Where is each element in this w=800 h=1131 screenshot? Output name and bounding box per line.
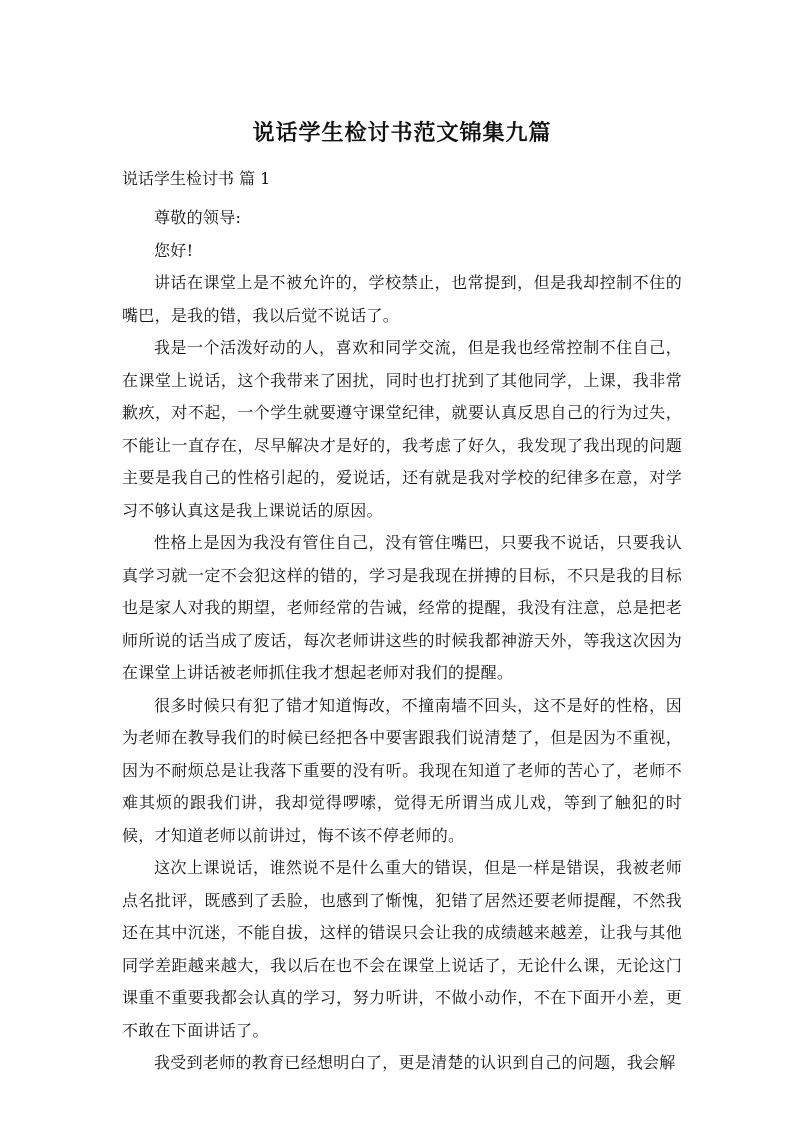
body-paragraph: 我受到老师的教育已经想明白了，更是清楚的认识到自己的问题，我会解 bbox=[154, 1053, 676, 1072]
body-paragraph: 讲话在课堂上是不被允许的，学校禁止，也常提到，但是我却控制不住的嘴巴，是我的错，我以后觉不说话了。 bbox=[122, 273, 682, 325]
body-paragraph: 这次上课说话，谁然说不是什么重大的错误，但是一样是错误，我被老师点名批评，既感到了丢脸，也感到了惭愧，犯错了居然还要老师提醒，不然我还在其中沉迷，不能自拔，这样的错误只会让我的成绩越来越差，让我与其他同学差距越来越大，我以后在也不会在课堂上说话了，无论什么课，无论这门课重不重要我都会认真的学习，努力听讲，不做小动作，不在下面开小差，更不敢在下面讲话了。 bbox=[122, 858, 682, 1040]
salutation: 尊敬的领导: bbox=[154, 208, 242, 227]
body-paragraph: 我是一个活泼好动的人，喜欢和同学交流，但是我也经常控制不住自己，在课堂上说话，这个我带来了困扰，同时也打扰到了其他同学，上课，我非常歉疚，对不起，一个学生就要遵守课堂纪律，就要认真反思自己的行为过失，不能让一直存在，尽早解决才是好的，我考虑了好久，我发现了我出现的问题主要是我自己的性格引起的，爱说话，还有就是我对学校的纪律多在意，对学习不够认真这是我上课说话的原因。 bbox=[122, 338, 682, 520]
document-body bbox=[122, 202, 682, 1080]
body-paragraph: 性格上是因为我没有管住自己，没有管住嘴巴，只要我不说话，只要我认真学习就一定不会犯这样的错的，学习是我现在拼搏的目标，不只是我的目标也是家人对我的期望，老师经常的告诫，经常的提醒，我没有注意，总是把老师所说的话当成了废话，每次老师讲这些的时候我都神游天外，等我这次因为在课堂上讲话被老师抓住我才想起老师对我们的提醒。 bbox=[122, 533, 682, 682]
document-title: 说话学生检讨书范文锦集九篇 bbox=[252, 121, 552, 146]
greeting: 您好! bbox=[154, 240, 194, 260]
section-heading: 说话学生检讨书 篇 1 bbox=[122, 169, 271, 188]
body-paragraph: 很多时候只有犯了错才知道悔改，不撞南墙不回头，这不是好的性格，因为老师在教导我们的时候已经把各中要害跟我们说清楚了，但是因为不重视，因为不耐烦总是让我落下重要的没有听。我现在知道了老师的苦心了，老师不难其烦的跟我们讲，我却觉得啰嗦，觉得无所谓当成儿戏，等到了触犯的时候，才知道老师以前讲过，悔不该不停老师的。 bbox=[122, 695, 682, 845]
